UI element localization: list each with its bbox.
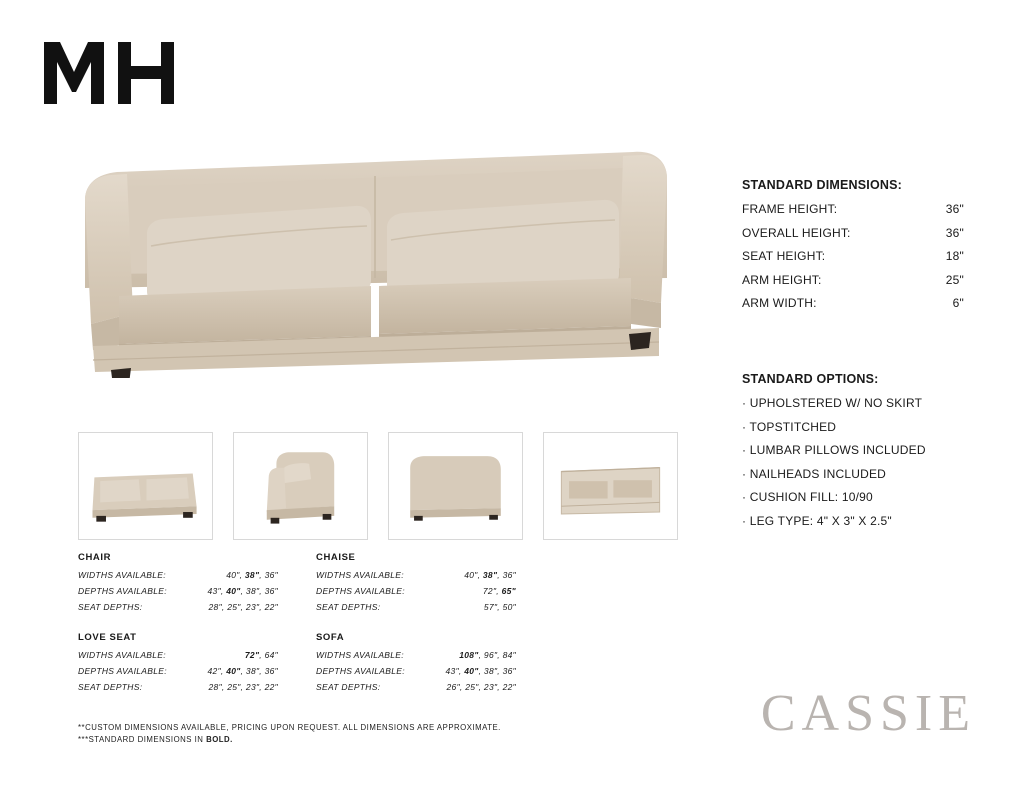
- row-value: 43", 40", 38", 36": [207, 586, 278, 596]
- table-row: [78, 602, 278, 612]
- side-view-thumbnail: [233, 432, 368, 540]
- table-row: [316, 682, 516, 692]
- spec-label: OVERALL HEIGHT:: [742, 225, 851, 240]
- row-value: 57", 50": [483, 602, 516, 612]
- footnote-line-2: [78, 734, 501, 746]
- table-title: CHAIR: [78, 552, 112, 563]
- row-value: 40", 38", 36": [226, 570, 278, 580]
- table-row: [316, 570, 516, 580]
- table-row: [316, 602, 516, 612]
- table-row: [78, 586, 278, 596]
- model-name: CASSIE: [760, 685, 976, 742]
- row-value: 26", 25", 23", 22": [446, 682, 516, 692]
- standard-dimensions-title: STANDARD DIMENSIONS:: [742, 178, 903, 192]
- row-value: 72", 65": [482, 586, 516, 596]
- option-item: · LEG TYPE: 4" X 3" X 2.5": [742, 513, 892, 528]
- table-row: [316, 586, 516, 596]
- view-thumbnails: [78, 432, 678, 542]
- spec-value: 36": [945, 225, 964, 240]
- dimension-tables: [78, 552, 548, 698]
- option-item: · LUMBAR PILLOWS INCLUDED: [742, 443, 926, 457]
- row-label: SEAT DEPTHS:: [78, 682, 143, 692]
- standard-options-title: STANDARD OPTIONS:: [742, 372, 879, 386]
- row-label: WIDTHS AVAILABLE:: [316, 570, 404, 580]
- spec-row-frame-height: [742, 202, 964, 216]
- row-label: DEPTHS AVAILABLE:: [78, 666, 167, 676]
- row-value: 42", 40", 38", 36": [207, 666, 278, 676]
- row-label: WIDTHS AVAILABLE:: [78, 570, 166, 580]
- option-item: · CUSHION FILL: 10/90: [742, 490, 873, 504]
- option-item: · UPHOLSTERED W/ NO SKIRT: [742, 396, 923, 410]
- spec-label: ARM HEIGHT:: [742, 272, 822, 287]
- row-value: 40", 38", 36": [464, 570, 516, 580]
- spec-label: SEAT HEIGHT:: [742, 249, 826, 263]
- row-value: 108", 96", 84": [459, 650, 516, 660]
- table-title: CHAISE: [316, 552, 356, 563]
- hero-sofa-image: [55, 128, 695, 378]
- option-item: · TOPSTITCHED: [742, 419, 837, 434]
- row-label: DEPTHS AVAILABLE:: [78, 586, 167, 596]
- table-chaise: [316, 552, 516, 618]
- row-label: WIDTHS AVAILABLE:: [78, 650, 166, 660]
- table-title: LOVE SEAT: [78, 632, 137, 643]
- brand-logo: [44, 42, 174, 104]
- row-value: 72", 64": [244, 650, 278, 660]
- spec-value: 25": [945, 272, 964, 287]
- spec-value: 6": [952, 296, 964, 310]
- footnote-line-1: **CUSTOM DIMENSIONS AVAILABLE, PRICING UPON REQUEST. ALL DIMENSIONS ARE APPROXIMATE.: [78, 723, 501, 732]
- spec-label: FRAME HEIGHT:: [742, 202, 838, 216]
- table-row: [78, 650, 278, 660]
- bottom-view-thumbnail: [543, 432, 678, 540]
- row-label: SEAT DEPTHS:: [316, 682, 381, 692]
- footnotes: [78, 722, 501, 746]
- back-view-thumbnail: [388, 432, 523, 540]
- table-row: [316, 666, 516, 676]
- table-row: [316, 650, 516, 660]
- table-title: SOFA: [316, 632, 345, 643]
- row-value: 43", 40", 38", 36": [445, 666, 516, 676]
- row-label: SEAT DEPTHS:: [78, 602, 143, 612]
- spec-value: 36": [945, 202, 964, 216]
- row-label: SEAT DEPTHS:: [316, 602, 381, 612]
- spec-row-arm-height: [742, 273, 964, 287]
- table-row: [78, 666, 278, 676]
- table-sofa: [316, 632, 516, 698]
- table-love-seat: [78, 632, 278, 698]
- option-item: · NAILHEADS INCLUDED: [742, 466, 887, 481]
- spec-row-arm-width: [742, 296, 964, 310]
- standard-dimensions-block: [742, 178, 964, 320]
- footnote-bold: BOLD.: [206, 735, 233, 745]
- table-chair: [78, 552, 278, 618]
- spec-label: ARM WIDTH:: [742, 296, 817, 310]
- row-label: WIDTHS AVAILABLE:: [316, 650, 404, 660]
- top-view-thumbnail: [78, 432, 213, 540]
- row-label: DEPTHS AVAILABLE:: [316, 586, 405, 596]
- table-row: [78, 682, 278, 692]
- spec-value: 18": [945, 249, 964, 263]
- row-value: 28", 25", 23", 22": [208, 682, 278, 692]
- footnote-prefix: ***STANDARD DIMENSIONS IN: [78, 735, 207, 745]
- spec-row-seat-height: [742, 249, 964, 263]
- table-row: [78, 570, 278, 580]
- standard-options-block: [742, 372, 972, 537]
- spec-row-overall-height: [742, 226, 964, 240]
- row-label: DEPTHS AVAILABLE:: [316, 666, 405, 676]
- row-value: 28", 25", 23", 22": [208, 602, 278, 612]
